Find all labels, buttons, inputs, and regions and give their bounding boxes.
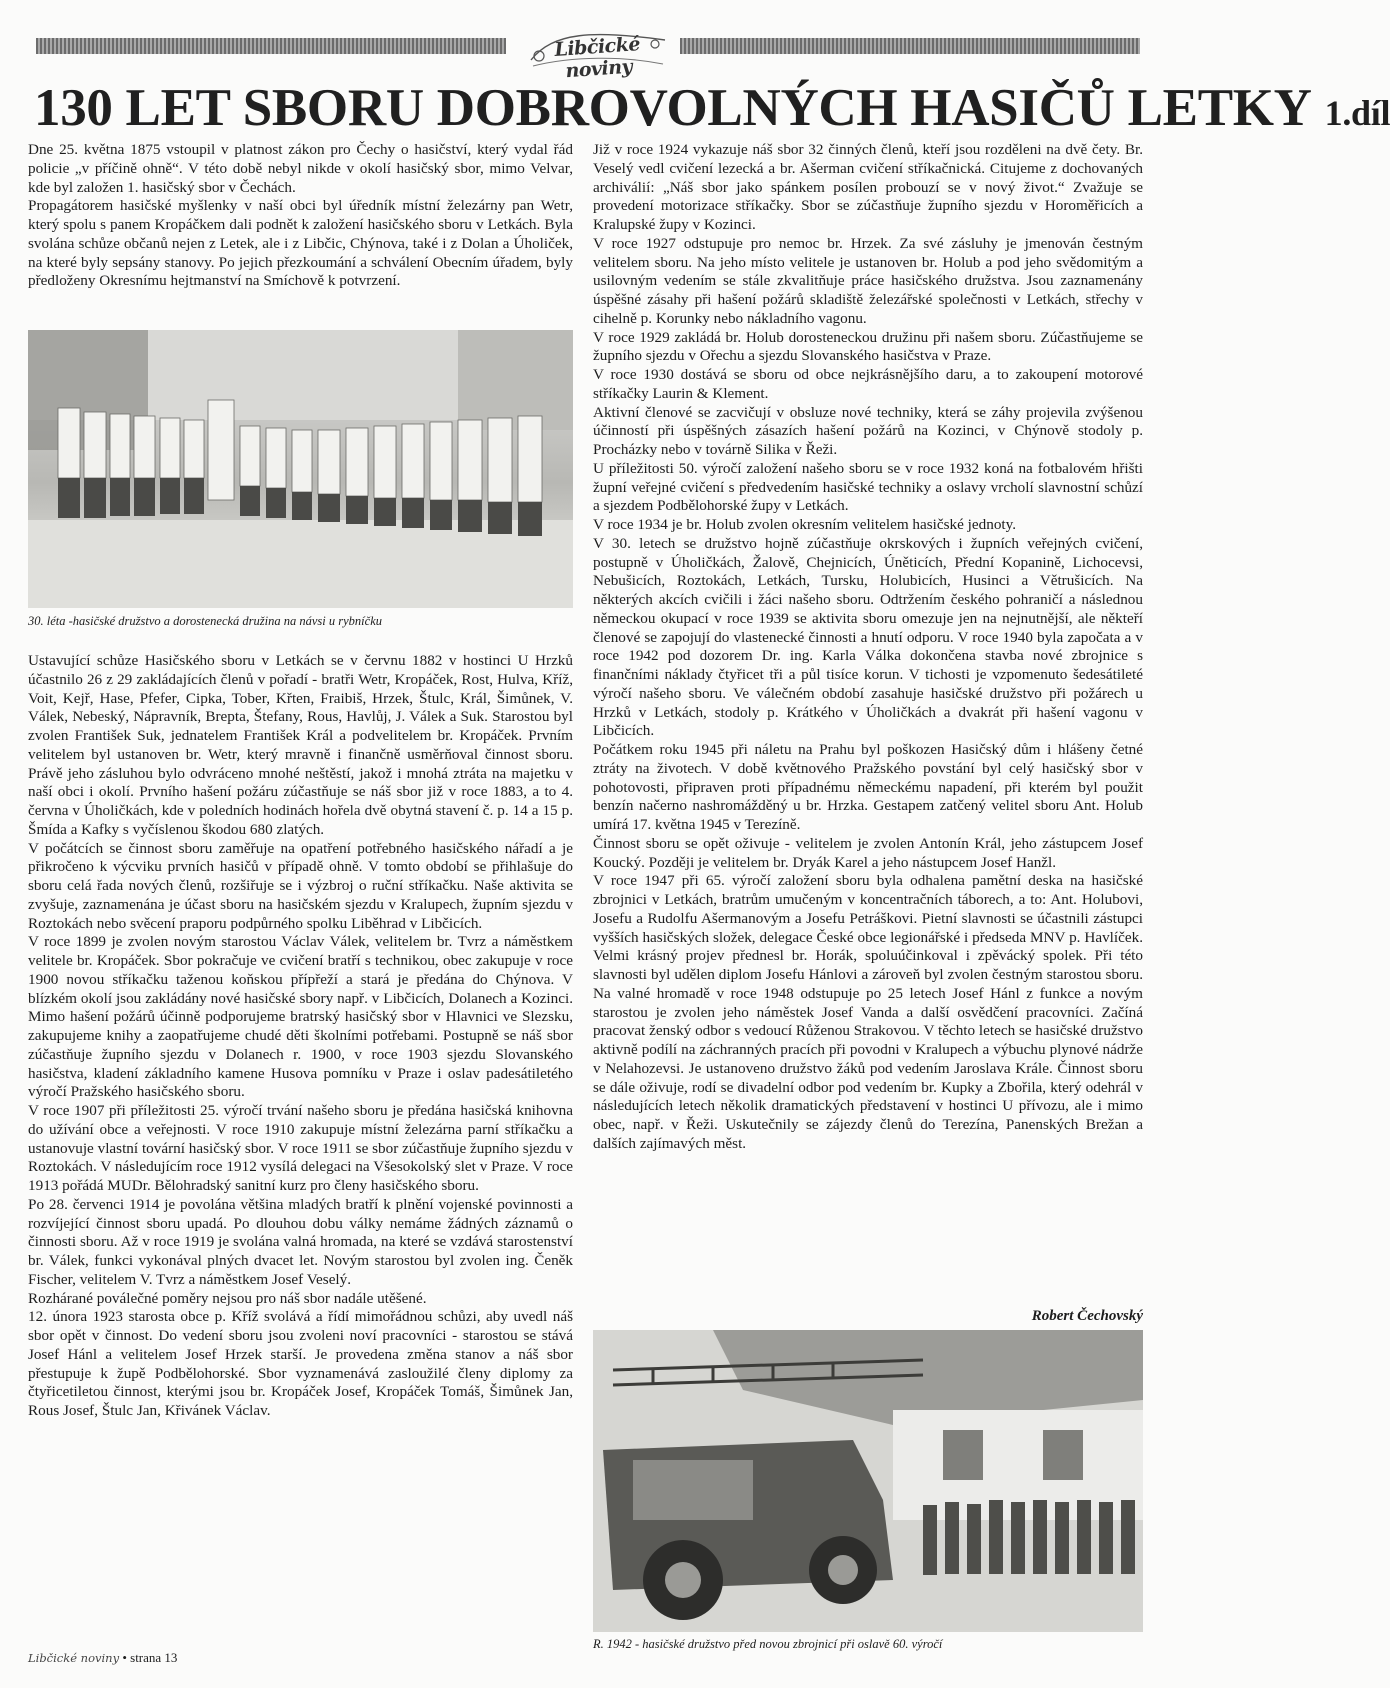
paragraph: U příležitosti 50. výročí založení našeho sboru se v roce 1932 koná na fotbalovém hřišti župní veřejné cvičení s předvedením hasičské techniky a oslavy vrcholí slavnostní schůzí a sjezdem Podbělohorské župy v Letkách. — [593, 459, 1143, 515]
paragraph: V roce 1907 při příležitosti 25. výročí trvání našeho sboru je předána hasičská knihovna do užívání obce a veřejnosti. V roce 1910 zakupuje místní železárna parní stříkačku a ustanovuje vlastní tovární hasičský sbor. V roce 1911 se sbor zúčastňuje župního sjezdu v Roztokách. V následujícím roce 1912 vysílá delegaci na Všesokolský slet v Praze. V roce 1913 pořádá MUDr. Bělohradský sanitní kurz pro členy hasičského sboru. — [28, 1102, 573, 1194]
photo-fire-truck-1942 — [593, 1330, 1143, 1632]
page-footer — [28, 1650, 328, 1666]
page-number: • strana 13 — [122, 1650, 178, 1665]
photo-firefighters-1930s — [28, 330, 573, 608]
paragraph: V roce 1947 při 65. výročí založení sboru byla odhalena pamětní deska na hasičské zbrojnici v Letkách, bratrům umučeným v koncentračních táborech, a to: Ant. Holubovi, Josefu a Rudolfu Ašermanovým a Josefu Petráškovi. Pietní slavnosti se účastnili zástupci vyšších hasičských složek, delegace České obce legionářské i předseda MNV p. Havlíček. Velmi krásný projev přednesl br. Horák, spoluúčinkoval i zpěvácký spolek. Při této slavnosti byl udělen diplom Josefu Hánlovi a zároveň byl zvolen čestným starostou sboru. Na valné hromadě v roce 1948 odstupuje po 25 letech Josef Hánl z funkce a novým starostou je zvolen jeho náměstek Josef Vanda a další osvědčení pracovníci. Začíná pracovat ženský odbor s vedoucí Růženou Strakovou. V těchto letech se hasičské družstvo aktivně podílí na záchranných pracích při povodni v Kralupech a výbuchu plynové nádrže v Nelahozevsi. Je ustanoveno družstvo žáků pod vedením Jaroslava Krále. Činnost sboru se dále oživuje, rodí se divadelní odbor pod vedením br. Kupky a Zbořila, který odehrál v následujících letech několik dramatických představení v hostinci U přívozu, ale i mimo obec, např. v Řeži. Uskutečnily se zájezdy členů do Terezína, Panenských Brežan a dalších zajímavých měst. — [593, 872, 1143, 1152]
paragraph: Rozhárané poválečné poměry nejsou pro náš sbor nadále utěšené. — [28, 1289, 427, 1307]
photo-caption: R. 1942 - hasičské družstvo před novou zbrojnicí při oslavě 60. výročí — [593, 1637, 943, 1651]
paragraph: Dne 25. května 1875 vstoupil v platnost zákon pro Čechy o hasičství, který vydal řád policie „v příčině ohně“. V této době nebyl nikde v okolí hasičský sbor, mimo Velvar, kde byl založen 1. hasičský sbor v Čechách. — [28, 141, 573, 196]
logo-text: Libčické noviny — [553, 33, 641, 83]
paragraph: Aktivní členové se zacvičují v obsluze nové techniky, která se záhy projevila zvýšenou účinností při úspěšných zásazích hašení požárů na Kozinci, v Chýnově stodoly p. Procházky nebo v továrně Silika v Řeži. — [593, 403, 1143, 458]
masthead-bar-right — [680, 38, 1140, 54]
footer-brand: Libčické noviny — [28, 1651, 120, 1665]
paragraph: V roce 1934 je br. Holub zvolen okresním velitelem hasičské jednoty. — [593, 516, 1017, 533]
paragraph: 12. února 1923 starosta obce p. Kříž svolává a řídí mimořádnou schůzi, aby uvedl náš sbor opět v činnost. Do vedení sboru jsou zvoleni noví pracovníci - starostou se stává Josef Hánl a velitelem Josef Hrzek starší. Je provedena změna stanov a náš sbor přestupuje k župě Podbělohorské. Sbor vyznamenává zasloužilé členy diplomy za čtyřicetiletou činnost, kterými jsou br. Kropáček Josef, Kropáček Tomáš, Šimůnek Jan, Rous Josef, Štulc Jan, Křivánek Václav. — [28, 1308, 573, 1419]
masthead — [28, 26, 1148, 83]
headline-part: 1.díl — [1324, 93, 1390, 133]
paragraph: V roce 1899 je zvolen novým starostou Václav Válek, velitelem br. Tvrz a náměstkem velitele br. Kropáček. Sbor pokračuje ve cvičení bratří s technikou, obec zakupuje v roce 1900 novou stříkačku taženou koňskou přípřeží a stará je předána do Chýnova. V blízkém okolí jsou zakládány nové hasičské sbory např. v Libčicích, Dolanech a Kozinci. Mimo hašení požárů účinně podporujeme bratrský hasičský sbor v Hlavnici ve Slezsku, zakupujeme knihy a zaopatřujeme chudé děti školními potřebami. Postupně se náš sbor zúčastňuje župního sjezdu v Dolanech r. 1900, v roce 1903 sjezdu Slovanského hasičstva, kladení základního kamene Husova pomníku v Praze i oslav padesátiletého výročí Pražského hasičského sboru. — [28, 933, 573, 1101]
left-column-main — [28, 652, 573, 1421]
masthead-bar-left — [36, 38, 506, 54]
paragraph: V počátcích se činnost sboru zaměřuje na opatření potřebného hasičského nářadí a je přikročeno k výcviku prvních hasičů v případě ohně. V tomto období se přihlašuje do sboru celá řada nových členů, rozšiřuje se i výzbroj o ruční stříkačku. Naše aktivita se zvyšuje, zaznamenána je účast sboru na hasičském sjezdu v Kralupech, župním sjezdu v Roztokách nebo svěcení praporu podpůrného spolku Liběhrad v Libčicích. — [28, 839, 573, 932]
fire-truck-photo-image — [593, 1330, 1143, 1632]
article-headline — [34, 78, 1390, 140]
photo-caption: 30. léta -hasičské družstvo a dorostenecká družina na návsi u rybníčku — [28, 614, 382, 628]
headline-title: 130 LET SBORU DOBROVOLNÝCH HASIČŮ LETKY — [34, 79, 1310, 137]
right-column — [593, 141, 1143, 1154]
group-photo-image — [28, 330, 573, 608]
paragraph: Po 28. červenci 1914 je povolána většina mladých bratří k plnění vojenské povinnosti a rozvíjející činnost sboru upadá. Po dlouhou dobu války nemáme žádných záznamů o činnosti sboru. Až v roce 1919 je svolána valná hromada, na které se vzdává starostenství br. Válek, funkci vykonával plných dvacet let. Novým starostou byl zvolen ing. Čeněk Fischer, velitelem V. Tvrz a náměstkem Josef Veselý. — [28, 1195, 573, 1288]
newspaper-logo — [523, 26, 673, 83]
paragraph: Ustavující schůze Hasičského sboru v Letkách se v červnu 1882 v hostinci U Hrzků účastnilo 26 z 29 zakládajících členů v pořadí - bratři Wetr, Kropáček, Rost, Hulva, Kříž, Voit, Kejř, Hase, Pfefer, Cipka, Tober, Křten, Fraibiš, Hrzek, Štulc, Král, Šimůnek, V. Válek, Nebeský, Nápravník, Brepta, Štefany, Rous, Havlůj, J. Válek a Suk. Starostou byl zvolen František Suk, jednatelem František Král a podvelitelem br. Kropáček. Prvním velitelem byl ustanoven br. Wetr, který mravně i finančně usměrňoval činnost sboru. Právě jeho zásluhou bylo odvráceno mnohé neštěstí, jakož i mnohá ztráta na majetku v naší obci i okolí. Prvního hašení požáru zúčastňuje se náš sbor již v roce 1883, a to 4. června v Úholičkách, kde v poledních hodinách hořela dvě obytná stavení č. p. 14 a 15 p. Šmída a Kafky s vyčíslenou škodou 680 zlatých. — [28, 652, 573, 838]
paragraph: V roce 1927 odstupuje pro nemoc br. Hrzek. Za své zásluhy je jmenován čestným velitelem sboru. Na jeho místo velitele je ustanoven br. Holub a pod jeho svědomitým a usilovným vedením se stále zkvalitňuje práce hasičského družstva. Jsou zaznamenány úspěšné zásahy při hašení požárů skladiště železářské společnosti v Letkách, střechy v cihelně p. Korunky nebo nákladního vagonu. — [593, 234, 1143, 327]
paragraph: Činnost sboru se opět oživuje - velitelem je zvolen Antonín Král, jeho zástupcem Josef Koucký. Později je velitelem br. Dryák Karel a jeho nástupcem Josef Hanžl. — [593, 834, 1143, 871]
paragraph: Počátkem roku 1945 při náletu na Prahu byl poškozen Hasičský dům i hlášeny četné ztráty na životech. V době květnového Pražského povstání byl celý hasičský sbor v pohotovosti, připraven proti případnému německému napadení, při kterém byl použit benzín načerno nashromážděný u br. Hrzka. Gestapem zatčený velitel sboru Ant. Holub umírá 17. května 1945 v Terezíně. — [593, 741, 1143, 833]
paragraph: V roce 1930 dostává se sboru od obce nejkrásnějšího daru, a to zakoupení motorové stříkačky Laurin & Klement. — [593, 366, 1143, 402]
paragraph: Propagátorem hasičské myšlenky v naší obci byl úředník místní železárny pan Wetr, který spolu s panem Kropáčkem dali podnět k založení hasičského sboru v Letkách. Byla svolána schůze občanů nejen z Letek, ale i z Libčic, Chýnova, také i z Dolan a Úholiček, na které byly sepsány stanovy. Po jejich přezkoumání a schválení Obecním úřadem, byly předloženy Okresnímu hejtmanství na Smíchově k potvrzení. — [28, 197, 573, 290]
article-author: Robert Čechovský — [1031, 1308, 1143, 1324]
paragraph: Již v roce 1924 vykazuje náš sbor 32 činných členů, kteří jsou rozděleni na dvě čety. Br. Veselý vedl cvičení lezecká a br. Ašerman cvičení stříkačnická. Citujeme z dochovaných archiválií: „Náš sbor jako spánkem posílen probouzí se v nový život.“ Zvažuje se provedení motorizace stříkačky. Sbor se zúčastňuje župního sjezdu v Horoměřicích a Kralupské župy v Kozinci. — [593, 141, 1143, 233]
left-column-intro — [28, 141, 573, 291]
paragraph: V 30. letech se družstvo hojně zúčastňuje okrskových i župních veřejných cvičení, postupně v Úholičkách, Žalově, Chejnicích, Úněticích, Přední Kopanině, Lichocevsi, Nebušicích, Roztokách, Letkách, Tursku, Holubicích, Husinci a Větrušicích. Na některých akcích cvičili i žáci našeho sboru. Odtržením českého pohraničí a následnou německou okupací v roce 1939 se aktivita sboru omezuje jen na nejnutnější, ale někteří členové se zapojují do vlastenecké činnosti a hnutí odporu. V roce 1940 byla započata a v roce 1942 pod dozorem Dr. ing. Karla Válka dokončena stavba nové zbrojnice s finančními náklady čtyřicet tři a půl tisíce korun. V tichosti je vzpomenuto šedesátileté výročí našeho sboru. Ve válečném období zasahuje hasičské družstvo při požárech u Hrzků v Letkách, stodoly p. Krátkého v Úholičkách a dvakrát při hašení vagonu v Libčicích. — [593, 534, 1143, 740]
paragraph: V roce 1929 zakládá br. Holub dorosteneckou družinu při našem sboru. Zúčastňujeme se župního sjezdu v Ořechu a sjezdu Slovanského hasičstva v Praze. — [593, 328, 1143, 365]
